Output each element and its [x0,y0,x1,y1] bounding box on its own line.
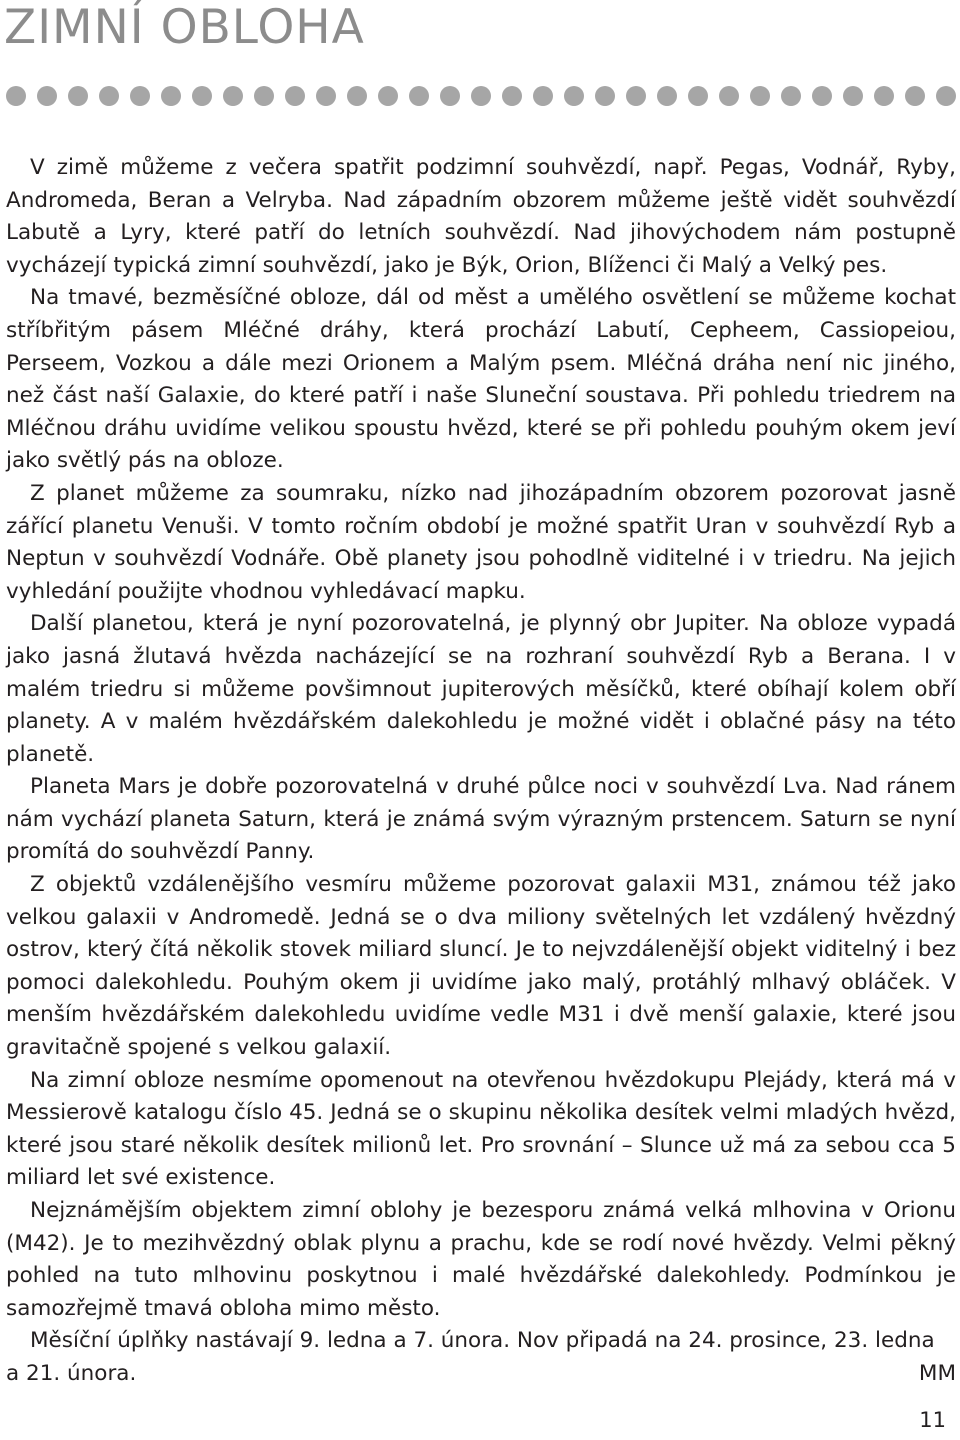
divider-dot [223,86,243,106]
divider-dot [37,86,57,106]
paragraph-mars-saturn: Planeta Mars je dobře pozorovatelná v druhé půlce noci v souhvězdí Lva. Nad ránem nám vychází planeta Saturn, která je známá svým výrazným prstencem. Saturn se nyní promítá do souhvězdí Panny. [6,774,956,865]
divider-dot [657,86,677,106]
page-title: ZIMNÍ OBLOHA [4,0,365,55]
paragraph-andromeda-galaxy: Z objektů vzdálenějšího vesmíru můžeme pozorovat galaxii M31, známou též jako velkou galaxii v Andromedě. Jedná se o dva miliony světelných let vzdálený hvězdný ostrov, který čítá několik stovek miliard sluncí. Je to nejvzdálenější objekt viditelný i bez pomoci dalekohledu. Pouhým okem ji uvidíme jako malý, protáhlý mlhavý obláček. V menším hvězdářském dalekohledu uvidíme vedle M31 i dvě menší galaxie, které jsou gravitačně spojené s velkou galaxií. [6,872,956,1061]
divider-dot [874,86,894,106]
divider-dot [750,86,770,106]
divider-dot [812,86,832,106]
paragraph-sky-overview: V zimě můžeme z večera spatřit podzimní souhvězdí, např. Pegas, Vodnář, Ryby, Andromeda, Beran a Velryba. Nad západním obzorem můžeme ještě vidět souhvězdí Labutě a Lyry, které patří do letních souhvězdí. Nad jihovýchodem nám postupně vycházejí typická zimní souhvězdí, jako je Býk, Orion, Blíženci či Malý a Velký pes. [6,155,956,278]
page-number: 11 [919,1408,946,1432]
divider-dot [6,86,26,106]
divider-dot [688,86,708,106]
divider-dot [130,86,150,106]
divider-dot [719,86,739,106]
paragraph-jupiter: Další planetou, která je nyní pozorovatelná, je plynný obr Jupiter. Na obloze vypadá jako jasná žlutavá hvězda nacházející se na rozhraní souhvězdí Ryb a Berana. I v malém triedru si můžeme povšimnout jupiterových měsíčků, které obíhají kolem obří planety. A v malém hvězdářském dalekohledu je možné vidět i oblačné pásy na této planetě. [6,611,956,767]
divider-dot [347,86,367,106]
paragraph-orion-nebula: Nejznámějším objektem zimní oblohy je bezesporu známá velká mlhovina v Orionu (M42). Je to mezihvězdný oblak plynu a prachu, kde se rodí nové hvězdy. Velmi pěkný pohled na tuto mlhovinu poskytnou i malé hvězdářské dalekohledy. Podmínkou je samozřejmě tmavá obloha mimo město. [6,1198,956,1321]
divider-dot [285,86,305,106]
divider-dot [254,86,274,106]
divider-dot [781,86,801,106]
divider-dot [595,86,615,106]
paragraph-milky-way: Na tmavé, bezměsíčné obloze, dál od měst a umělého osvětlení se můžeme kochat stříbřitým pásem Mléčné dráhy, která prochází Labutí, Cepheem, Cassiopeiou, Perseem, Vozkou a dále mezi Orionem a Malým psem. Mléčná dráha není nic jiného, než část naší Galaxie, do které patří i naše Sluneční soustava. Při pohledu triedrem na Mléčnou dráhu uvidíme velikou spoustu hvězd, které se při pohledu pouhým okem jeví jako světlý pás na obloze. [6,285,956,474]
divider-dot [68,86,88,106]
divider-dot [905,86,925,106]
divider-dot [843,86,863,106]
divider-dot [564,86,584,106]
divider-dot [192,86,212,106]
author-signature: MM [918,1360,956,1386]
paragraph-planets-venus: Z planet můžeme za soumraku, nízko nad jihozápadním obzorem pozorovat jasně zářící planetu Venuši. V tomto ročním období je možné spatřit Uran v souhvězdí Ryb a Neptun v souhvězdí Vodnáře. Obě planety jsou pohodlně viditelné i v triedru. Na jejich vyhledání použijte vhodnou vyhledávací mapku. [6,480,956,604]
divider-dot [471,86,491,106]
divider-dot [440,86,460,106]
divider-dot [502,86,522,106]
divider-dot [409,86,429,106]
paragraph-moon-phases: Měsíční úplňky nastávají 9. ledna a 7. února. Nov připadá na 24. prosince, 23. ledna [30,1328,935,1354]
divider-dot [316,86,336,106]
divider-dot [626,86,646,106]
paragraph-pleiades: Na zimní obloze nesmíme opomenout na otevřenou hvězdokupu Plejády, která má v Messierově katalogu číslo 45. Jedná se o skupinu několika desítek velmi mladých hvězd, které jsou staré několik desítek milionů let. Pro srovnání – Slunce už má za sebou cca 5 miliard let své existence. [6,1067,956,1191]
divider-dot [99,86,119,106]
divider-dot [161,86,181,106]
closing-line [6,1358,956,1391]
closing-text: a 21. února. [6,1360,137,1386]
decorative-dot-divider [6,86,956,108]
article-body [6,152,956,1391]
divider-dot [936,86,956,106]
divider-dot [378,86,398,106]
divider-dot [533,86,553,106]
